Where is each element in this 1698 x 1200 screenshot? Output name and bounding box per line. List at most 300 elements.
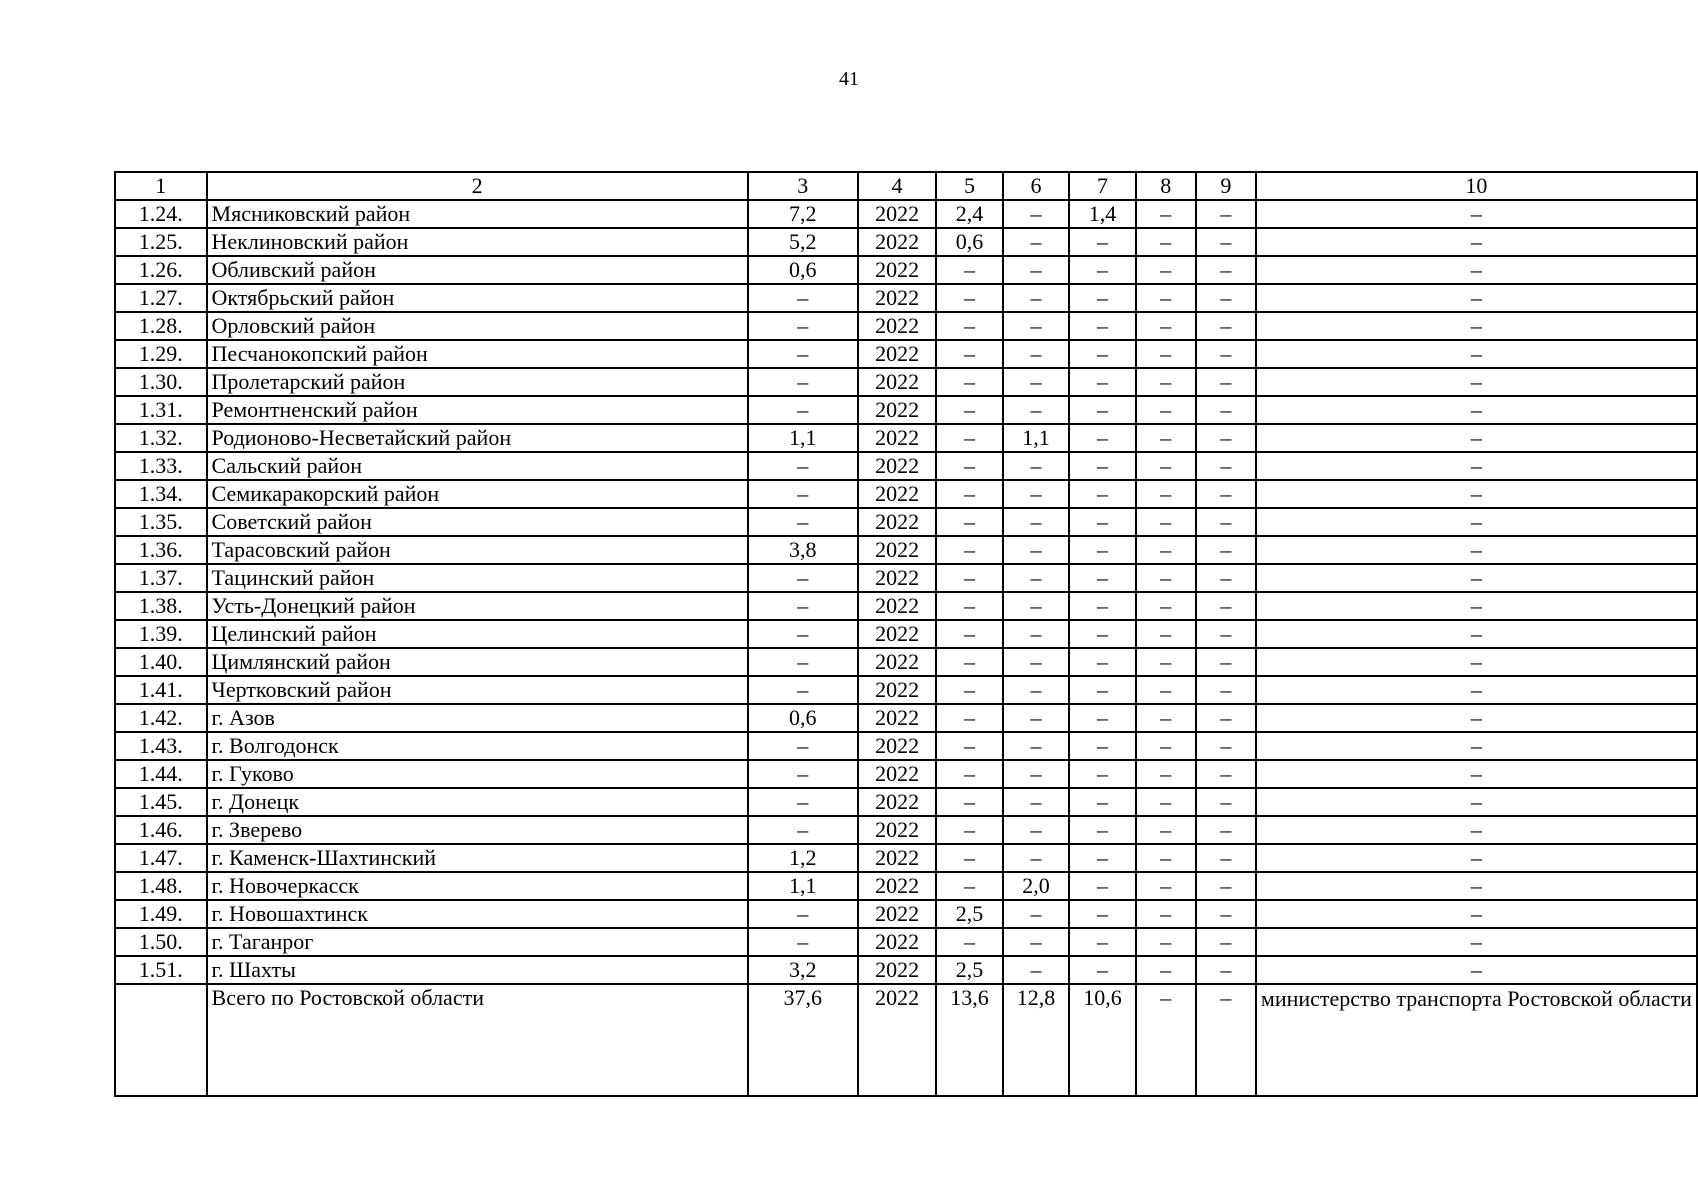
- value-cell: –: [1136, 928, 1196, 956]
- value-cell: –: [1136, 732, 1196, 760]
- table-row: [115, 956, 1697, 984]
- value-cell: –: [748, 816, 858, 844]
- value-cell: –: [936, 424, 1002, 452]
- header-cell: 10: [1256, 172, 1697, 200]
- value-cell: –: [1256, 620, 1697, 648]
- value-cell: –: [1256, 592, 1697, 620]
- row-number-cell: 1.40.: [115, 648, 207, 676]
- territory-name-cell: г. Каменск-Шахтинский: [207, 844, 748, 872]
- value-cell: –: [936, 480, 1002, 508]
- value-cell: –: [1256, 564, 1697, 592]
- value-cell: 2,5: [936, 900, 1002, 928]
- value-cell: –: [1256, 648, 1697, 676]
- row-number-cell: 1.43.: [115, 732, 207, 760]
- value-cell: –: [1136, 872, 1196, 900]
- value-cell: –: [1256, 732, 1697, 760]
- value-cell: 2022: [858, 592, 937, 620]
- territory-name-cell: Советский район: [207, 508, 748, 536]
- row-number-cell: 1.37.: [115, 564, 207, 592]
- territory-name-cell: Неклиновский район: [207, 228, 748, 256]
- value-cell: –: [1003, 928, 1069, 956]
- value-cell: 1,1: [1003, 424, 1069, 452]
- value-cell: 2022: [858, 648, 937, 676]
- value-cell: –: [1003, 620, 1069, 648]
- value-cell: –: [1003, 452, 1069, 480]
- value-cell: –: [1256, 788, 1697, 816]
- value-cell: –: [1069, 564, 1135, 592]
- value-cell: 2022: [858, 200, 937, 228]
- row-number-cell: 1.32.: [115, 424, 207, 452]
- value-cell: –: [1069, 956, 1135, 984]
- header-cell: 3: [748, 172, 858, 200]
- value-cell: –: [748, 928, 858, 956]
- value-cell: –: [1136, 200, 1196, 228]
- territory-name-cell: г. Таганрог: [207, 928, 748, 956]
- value-cell: –: [1196, 732, 1256, 760]
- value-cell: –: [1069, 928, 1135, 956]
- row-number-cell: 1.39.: [115, 620, 207, 648]
- value-cell: 2022: [858, 956, 937, 984]
- row-number-cell: 1.49.: [115, 900, 207, 928]
- total-value-cell: 13,6: [936, 984, 1002, 1096]
- header-cell: 7: [1069, 172, 1135, 200]
- value-cell: 2022: [858, 340, 937, 368]
- table-row: [115, 256, 1697, 284]
- value-cell: –: [1256, 284, 1697, 312]
- value-cell: –: [1256, 844, 1697, 872]
- value-cell: 2022: [858, 928, 937, 956]
- value-cell: 2022: [858, 312, 937, 340]
- territory-name-cell: г. Новошахтинск: [207, 900, 748, 928]
- value-cell: –: [1196, 956, 1256, 984]
- value-cell: –: [1136, 676, 1196, 704]
- value-cell: –: [1136, 228, 1196, 256]
- value-cell: –: [1256, 760, 1697, 788]
- value-cell: –: [1003, 900, 1069, 928]
- value-cell: –: [1069, 368, 1135, 396]
- value-cell: –: [1069, 620, 1135, 648]
- value-cell: –: [1256, 928, 1697, 956]
- value-cell: –: [1196, 228, 1256, 256]
- value-cell: –: [1003, 704, 1069, 732]
- value-cell: –: [1069, 480, 1135, 508]
- value-cell: –: [936, 648, 1002, 676]
- value-cell: –: [748, 760, 858, 788]
- territory-name-cell: Пролетарский район: [207, 368, 748, 396]
- row-number-cell: 1.31.: [115, 396, 207, 424]
- value-cell: –: [1196, 480, 1256, 508]
- value-cell: –: [1136, 452, 1196, 480]
- value-cell: 3,8: [748, 536, 858, 564]
- value-cell: –: [1256, 704, 1697, 732]
- value-cell: –: [748, 340, 858, 368]
- total-empty-cell: [115, 984, 207, 1096]
- page-number: 41: [839, 68, 859, 90]
- header-cell: 1: [115, 172, 207, 200]
- row-number-cell: 1.35.: [115, 508, 207, 536]
- territory-name-cell: Ремонтненский район: [207, 396, 748, 424]
- row-number-cell: 1.38.: [115, 592, 207, 620]
- value-cell: 2022: [858, 256, 937, 284]
- value-cell: 2,5: [936, 956, 1002, 984]
- value-cell: –: [1003, 564, 1069, 592]
- value-cell: –: [748, 284, 858, 312]
- table-row: [115, 620, 1697, 648]
- value-cell: –: [748, 396, 858, 424]
- total-label-cell: Всего по Ростовской области: [207, 984, 748, 1096]
- territory-name-cell: Родионово-Несветайский район: [207, 424, 748, 452]
- table-row: [115, 228, 1697, 256]
- value-cell: –: [1196, 676, 1256, 704]
- total-value-cell: 37,6: [748, 984, 858, 1096]
- value-cell: –: [1196, 788, 1256, 816]
- value-cell: –: [1136, 844, 1196, 872]
- table-row: [115, 200, 1697, 228]
- value-cell: –: [1003, 844, 1069, 872]
- value-cell: –: [1196, 760, 1256, 788]
- territory-name-cell: Целинский район: [207, 620, 748, 648]
- table-row: [115, 648, 1697, 676]
- table-row: [115, 508, 1697, 536]
- value-cell: –: [936, 508, 1002, 536]
- value-cell: 2022: [858, 368, 937, 396]
- value-cell: –: [1003, 956, 1069, 984]
- row-number-cell: 1.51.: [115, 956, 207, 984]
- value-cell: –: [1136, 396, 1196, 424]
- territory-name-cell: Октябрьский район: [207, 284, 748, 312]
- value-cell: –: [936, 564, 1002, 592]
- table-row: [115, 340, 1697, 368]
- value-cell: –: [1196, 256, 1256, 284]
- value-cell: –: [1196, 816, 1256, 844]
- value-cell: –: [936, 536, 1002, 564]
- value-cell: 2022: [858, 508, 937, 536]
- value-cell: –: [748, 452, 858, 480]
- value-cell: –: [936, 676, 1002, 704]
- row-number-cell: 1.44.: [115, 760, 207, 788]
- value-cell: –: [1003, 536, 1069, 564]
- value-cell: –: [1003, 312, 1069, 340]
- table-row: [115, 732, 1697, 760]
- value-cell: –: [1196, 312, 1256, 340]
- value-cell: –: [1256, 676, 1697, 704]
- value-cell: –: [1256, 368, 1697, 396]
- value-cell: –: [1256, 312, 1697, 340]
- value-cell: 2022: [858, 536, 937, 564]
- value-cell: 0,6: [936, 228, 1002, 256]
- header-cell: 9: [1196, 172, 1256, 200]
- value-cell: –: [1136, 480, 1196, 508]
- table-body: [115, 172, 1697, 1096]
- value-cell: –: [1196, 872, 1256, 900]
- responsible-executor-cell: министерство транспорта Ростовской области: [1256, 984, 1697, 1096]
- territory-name-cell: Чертковский район: [207, 676, 748, 704]
- value-cell: 7,2: [748, 200, 858, 228]
- value-cell: –: [1136, 760, 1196, 788]
- value-cell: –: [1069, 508, 1135, 536]
- value-cell: –: [1196, 452, 1256, 480]
- value-cell: –: [1136, 704, 1196, 732]
- value-cell: –: [1003, 732, 1069, 760]
- value-cell: –: [748, 676, 858, 704]
- value-cell: –: [1069, 648, 1135, 676]
- value-cell: –: [1003, 340, 1069, 368]
- value-cell: –: [936, 732, 1002, 760]
- row-number-cell: 1.26.: [115, 256, 207, 284]
- value-cell: –: [1136, 788, 1196, 816]
- territory-name-cell: Песчанокопский район: [207, 340, 748, 368]
- value-cell: –: [1069, 760, 1135, 788]
- row-number-cell: 1.24.: [115, 200, 207, 228]
- value-cell: –: [1196, 508, 1256, 536]
- value-cell: –: [936, 256, 1002, 284]
- value-cell: 2022: [858, 396, 937, 424]
- table-row: [115, 452, 1697, 480]
- territory-name-cell: г. Шахты: [207, 956, 748, 984]
- value-cell: –: [1256, 872, 1697, 900]
- value-cell: –: [1069, 592, 1135, 620]
- table-row: [115, 900, 1697, 928]
- value-cell: –: [1069, 452, 1135, 480]
- value-cell: –: [1136, 900, 1196, 928]
- value-cell: –: [1069, 900, 1135, 928]
- value-cell: 2022: [858, 732, 937, 760]
- value-cell: –: [1136, 956, 1196, 984]
- row-number-cell: 1.45.: [115, 788, 207, 816]
- value-cell: –: [1136, 816, 1196, 844]
- value-cell: –: [1196, 284, 1256, 312]
- value-cell: –: [1136, 424, 1196, 452]
- territory-name-cell: г. Зверево: [207, 816, 748, 844]
- value-cell: –: [748, 592, 858, 620]
- value-cell: –: [1003, 592, 1069, 620]
- value-cell: 1,1: [748, 424, 858, 452]
- value-cell: –: [1256, 200, 1697, 228]
- value-cell: –: [936, 312, 1002, 340]
- value-cell: 2022: [858, 788, 937, 816]
- territory-name-cell: г. Азов: [207, 704, 748, 732]
- value-cell: –: [1003, 676, 1069, 704]
- header-cell: 6: [1003, 172, 1069, 200]
- value-cell: –: [748, 900, 858, 928]
- territory-name-cell: Семикаракорский район: [207, 480, 748, 508]
- territory-name-cell: г. Новочеркасск: [207, 872, 748, 900]
- value-cell: 2022: [858, 620, 937, 648]
- value-cell: –: [1003, 228, 1069, 256]
- table-row: [115, 760, 1697, 788]
- value-cell: –: [936, 844, 1002, 872]
- value-cell: 1,2: [748, 844, 858, 872]
- value-cell: –: [1196, 900, 1256, 928]
- territory-name-cell: Цимлянский район: [207, 648, 748, 676]
- total-value-cell: 2022: [858, 984, 937, 1096]
- value-cell: –: [1069, 788, 1135, 816]
- value-cell: –: [1196, 928, 1256, 956]
- value-cell: –: [1003, 256, 1069, 284]
- value-cell: –: [936, 816, 1002, 844]
- table-total-row: [115, 984, 1697, 1096]
- value-cell: –: [1196, 592, 1256, 620]
- value-cell: 2022: [858, 676, 937, 704]
- value-cell: –: [936, 592, 1002, 620]
- value-cell: –: [748, 312, 858, 340]
- territory-name-cell: Обливский район: [207, 256, 748, 284]
- value-cell: –: [1136, 340, 1196, 368]
- table-row: [115, 844, 1697, 872]
- table-row: [115, 564, 1697, 592]
- value-cell: 2022: [858, 760, 937, 788]
- header-cell: 2: [207, 172, 748, 200]
- value-cell: –: [936, 396, 1002, 424]
- territory-name-cell: г. Гуково: [207, 760, 748, 788]
- row-number-cell: 1.48.: [115, 872, 207, 900]
- value-cell: –: [1196, 424, 1256, 452]
- value-cell: –: [1136, 592, 1196, 620]
- value-cell: 1,1: [748, 872, 858, 900]
- territory-name-cell: Тарасовский район: [207, 536, 748, 564]
- row-number-cell: 1.42.: [115, 704, 207, 732]
- value-cell: –: [1196, 396, 1256, 424]
- value-cell: –: [1196, 564, 1256, 592]
- table-row: [115, 312, 1697, 340]
- value-cell: 2,4: [936, 200, 1002, 228]
- value-cell: 2022: [858, 704, 937, 732]
- value-cell: –: [936, 368, 1002, 396]
- value-cell: –: [1256, 508, 1697, 536]
- value-cell: 2022: [858, 844, 937, 872]
- value-cell: –: [1069, 704, 1135, 732]
- value-cell: –: [1069, 256, 1135, 284]
- value-cell: –: [1256, 340, 1697, 368]
- row-number-cell: 1.41.: [115, 676, 207, 704]
- value-cell: 2022: [858, 872, 937, 900]
- table-header-row: [115, 172, 1697, 200]
- value-cell: –: [1256, 956, 1697, 984]
- value-cell: 0,6: [748, 256, 858, 284]
- value-cell: –: [1196, 704, 1256, 732]
- table-row: [115, 928, 1697, 956]
- value-cell: –: [1136, 620, 1196, 648]
- value-cell: –: [1069, 816, 1135, 844]
- value-cell: –: [1196, 368, 1256, 396]
- row-number-cell: 1.36.: [115, 536, 207, 564]
- value-cell: –: [1069, 844, 1135, 872]
- value-cell: –: [1196, 200, 1256, 228]
- value-cell: –: [1196, 648, 1256, 676]
- table-row: [115, 424, 1697, 452]
- value-cell: –: [1196, 844, 1256, 872]
- value-cell: –: [1003, 368, 1069, 396]
- value-cell: 2022: [858, 816, 937, 844]
- territory-name-cell: Усть-Донецкий район: [207, 592, 748, 620]
- value-cell: –: [1256, 424, 1697, 452]
- value-cell: –: [1136, 508, 1196, 536]
- value-cell: –: [1136, 536, 1196, 564]
- value-cell: 3,2: [748, 956, 858, 984]
- value-cell: –: [1136, 368, 1196, 396]
- value-cell: –: [1136, 564, 1196, 592]
- value-cell: –: [1256, 396, 1697, 424]
- row-number-cell: 1.47.: [115, 844, 207, 872]
- value-cell: –: [1003, 760, 1069, 788]
- value-cell: –: [748, 508, 858, 536]
- value-cell: 2022: [858, 284, 937, 312]
- value-cell: –: [1196, 620, 1256, 648]
- value-cell: –: [1003, 648, 1069, 676]
- value-cell: 1,4: [1069, 200, 1135, 228]
- value-cell: –: [1196, 536, 1256, 564]
- value-cell: –: [1256, 816, 1697, 844]
- value-cell: 2022: [858, 900, 937, 928]
- table-row: [115, 704, 1697, 732]
- value-cell: –: [1136, 284, 1196, 312]
- header-cell: 5: [936, 172, 1002, 200]
- value-cell: –: [1069, 228, 1135, 256]
- value-cell: –: [1256, 256, 1697, 284]
- value-cell: –: [1069, 732, 1135, 760]
- value-cell: –: [1003, 816, 1069, 844]
- value-cell: 2022: [858, 564, 937, 592]
- value-cell: –: [748, 648, 858, 676]
- table-row: [115, 872, 1697, 900]
- value-cell: –: [1003, 508, 1069, 536]
- value-cell: –: [936, 284, 1002, 312]
- row-number-cell: 1.29.: [115, 340, 207, 368]
- value-cell: –: [1003, 284, 1069, 312]
- row-number-cell: 1.46.: [115, 816, 207, 844]
- value-cell: –: [936, 340, 1002, 368]
- data-table: [114, 171, 1698, 1097]
- value-cell: –: [748, 620, 858, 648]
- row-number-cell: 1.27.: [115, 284, 207, 312]
- table-row: [115, 284, 1697, 312]
- table-row: [115, 396, 1697, 424]
- table-row: [115, 788, 1697, 816]
- value-cell: –: [1069, 536, 1135, 564]
- value-cell: –: [1256, 536, 1697, 564]
- value-cell: 5,2: [748, 228, 858, 256]
- table-row: [115, 816, 1697, 844]
- row-number-cell: 1.25.: [115, 228, 207, 256]
- value-cell: 2022: [858, 424, 937, 452]
- table-row: [115, 480, 1697, 508]
- total-value-cell: –: [1196, 984, 1256, 1096]
- value-cell: –: [936, 620, 1002, 648]
- value-cell: 2,0: [1003, 872, 1069, 900]
- value-cell: –: [1003, 788, 1069, 816]
- value-cell: 0,6: [748, 704, 858, 732]
- territory-name-cell: Сальский район: [207, 452, 748, 480]
- value-cell: –: [1256, 900, 1697, 928]
- value-cell: 2022: [858, 480, 937, 508]
- total-value-cell: 12,8: [1003, 984, 1069, 1096]
- value-cell: –: [1069, 872, 1135, 900]
- table-row: [115, 592, 1697, 620]
- value-cell: –: [1136, 648, 1196, 676]
- value-cell: 2022: [858, 228, 937, 256]
- table-row: [115, 368, 1697, 396]
- value-cell: –: [936, 928, 1002, 956]
- header-cell: 4: [858, 172, 937, 200]
- value-cell: –: [1256, 452, 1697, 480]
- value-cell: –: [1069, 396, 1135, 424]
- header-cell: 8: [1136, 172, 1196, 200]
- value-cell: –: [1256, 228, 1697, 256]
- value-cell: –: [936, 872, 1002, 900]
- value-cell: –: [1256, 480, 1697, 508]
- value-cell: –: [1069, 340, 1135, 368]
- value-cell: –: [1069, 676, 1135, 704]
